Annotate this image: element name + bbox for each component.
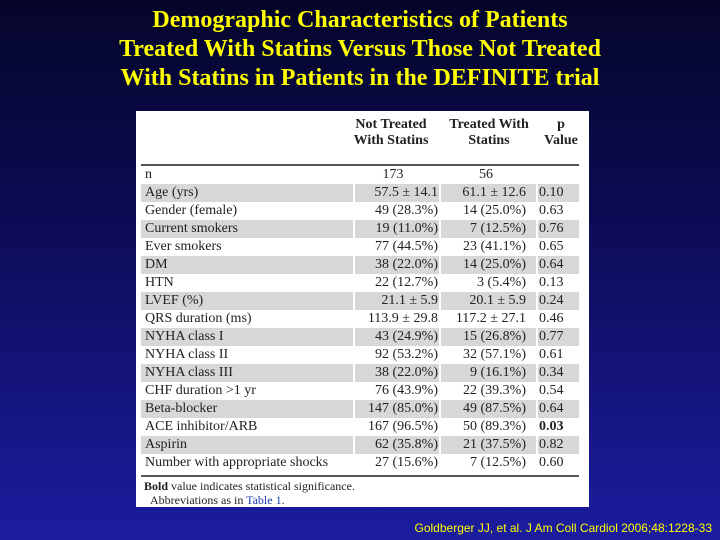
table-row <box>141 400 579 418</box>
table-row <box>141 256 579 274</box>
cell-treated: 61.1 ± 12.6 <box>462 185 526 200</box>
cell-treated: 20.1 ± 5.9 <box>469 293 526 308</box>
cell-not-treated: 21.1 ± 5.9 <box>381 293 438 308</box>
cell-treated: 14 (25.0%) <box>463 257 526 272</box>
table-row <box>141 418 579 436</box>
cell-treated: 21 (37.5%) <box>463 437 526 452</box>
cell-not-treated: 62 (35.8%) <box>375 437 438 452</box>
table-row <box>141 346 579 364</box>
citation: Goldberger JJ, et al. J Am Coll Cardiol 2006;48:1228-33 <box>414 521 712 535</box>
table-row <box>141 328 579 346</box>
cell-p-value: 0.64 <box>539 257 564 272</box>
cell-not-treated: 49 (28.3%) <box>375 203 438 218</box>
table-row <box>141 274 579 292</box>
footnote-line-2-suffix: . <box>281 493 285 507</box>
cell-not-treated: 113.9 ± 29.8 <box>367 311 438 326</box>
row-label: HTN <box>145 275 174 290</box>
footnote-bold-word: Bold <box>144 479 169 493</box>
header-not-treated: Not Treated With Statins <box>353 117 429 148</box>
cell-p-value: 0.65 <box>539 239 564 254</box>
header-treated: Treated With Statins <box>449 117 529 148</box>
table-row <box>141 454 579 472</box>
row-label: NYHA class I <box>145 329 224 344</box>
table-row <box>141 238 579 256</box>
cell-treated: 22 (39.3%) <box>463 383 526 398</box>
cell-treated: 56 <box>479 167 493 182</box>
cell-p-value: 0.54 <box>539 383 564 398</box>
row-label: Beta-blocker <box>145 401 218 416</box>
cell-p-value: 0.10 <box>539 185 564 200</box>
row-label: ACE inhibitor/ARB <box>145 419 258 434</box>
cell-p-value: 0.24 <box>539 293 564 308</box>
table-row <box>141 310 579 328</box>
cell-p-value: 0.82 <box>539 437 564 452</box>
row-label: LVEF (%) <box>145 293 204 308</box>
table-bottom-rule <box>141 475 579 477</box>
row-label: DM <box>145 257 168 272</box>
cell-p-value: 0.77 <box>539 329 564 344</box>
table-row <box>141 292 579 310</box>
cell-treated: 7 (12.5%) <box>470 221 526 236</box>
cell-p-value: 0.64 <box>539 401 564 416</box>
cell-not-treated: 27 (15.6%) <box>375 455 438 470</box>
table-row <box>141 166 579 184</box>
title-line-3: With Statins in Patients in the DEFINITE trial <box>120 65 600 91</box>
demographics-table <box>136 111 589 507</box>
cell-not-treated: 147 (85.0%) <box>368 401 438 416</box>
table-header <box>136 111 589 154</box>
table-footnote <box>144 479 564 507</box>
cell-treated: 50 (89.3%) <box>463 419 526 434</box>
cell-not-treated: 92 (53.2%) <box>375 347 438 362</box>
cell-treated: 32 (57.1%) <box>463 347 526 362</box>
cell-not-treated: 77 (44.5%) <box>375 239 438 254</box>
cell-not-treated: 167 (96.5%) <box>368 419 438 434</box>
cell-p-value: 0.03 <box>539 419 564 434</box>
cell-not-treated: 22 (12.7%) <box>375 275 438 290</box>
cell-not-treated: 38 (22.0%) <box>375 365 438 380</box>
header-p-value: p Value <box>544 117 578 148</box>
row-label: Gender (female) <box>145 203 238 218</box>
table-body <box>141 160 579 472</box>
table-row <box>141 184 579 202</box>
cell-not-treated: 57.5 ± 14.1 <box>374 185 438 200</box>
cell-treated: 23 (41.1%) <box>463 239 526 254</box>
title-line-1: Demographic Characteristics of Patients <box>152 7 568 33</box>
row-label: NYHA class II <box>145 347 229 362</box>
cell-treated: 7 (12.5%) <box>470 455 526 470</box>
cell-treated: 3 (5.4%) <box>477 275 526 290</box>
cell-treated: 15 (26.8%) <box>463 329 526 344</box>
footnote-line-2-prefix: Abbreviations as in <box>150 493 247 507</box>
slide-title <box>0 6 720 93</box>
row-label: Number with appropriate shocks <box>145 455 329 470</box>
column-divider <box>353 166 355 471</box>
row-label: Aspirin <box>145 437 187 452</box>
cell-p-value: 0.13 <box>539 275 564 290</box>
row-label: CHF duration >1 yr <box>145 383 256 398</box>
row-label: QRS duration (ms) <box>145 311 252 326</box>
cell-not-treated: 76 (43.9%) <box>375 383 438 398</box>
table-row <box>141 202 579 220</box>
cell-treated: 9 (16.1%) <box>470 365 526 380</box>
cell-not-treated: 38 (22.0%) <box>375 257 438 272</box>
table-row <box>141 220 579 238</box>
cell-p-value: 0.61 <box>539 347 564 362</box>
cell-p-value: 0.60 <box>539 455 564 470</box>
cell-treated: 117.2 ± 27.1 <box>455 311 526 326</box>
column-divider <box>536 166 538 471</box>
row-label: Ever smokers <box>145 239 222 254</box>
row-label: NYHA class III <box>145 365 233 380</box>
footnote-line-1: value indicates statistical significance. <box>168 479 355 493</box>
table-1-link[interactable]: Table 1 <box>246 493 282 507</box>
row-label: n <box>145 167 152 182</box>
cell-p-value: 0.34 <box>539 365 564 380</box>
row-label: Current smokers <box>145 221 238 236</box>
cell-not-treated: 43 (24.9%) <box>375 329 438 344</box>
table-row <box>141 436 579 454</box>
cell-treated: 49 (87.5%) <box>463 401 526 416</box>
column-divider <box>439 166 441 471</box>
table-row <box>141 382 579 400</box>
cell-p-value: 0.63 <box>539 203 564 218</box>
title-line-2: Treated With Statins Versus Those Not Treated <box>119 36 601 62</box>
cell-not-treated: 19 (11.0%) <box>375 221 438 236</box>
cell-treated: 14 (25.0%) <box>463 203 526 218</box>
row-label: Age (yrs) <box>145 185 199 200</box>
table-row <box>141 364 579 382</box>
cell-not-treated: 173 <box>382 167 404 182</box>
cell-p-value: 0.76 <box>539 221 564 236</box>
cell-p-value: 0.46 <box>539 311 564 326</box>
